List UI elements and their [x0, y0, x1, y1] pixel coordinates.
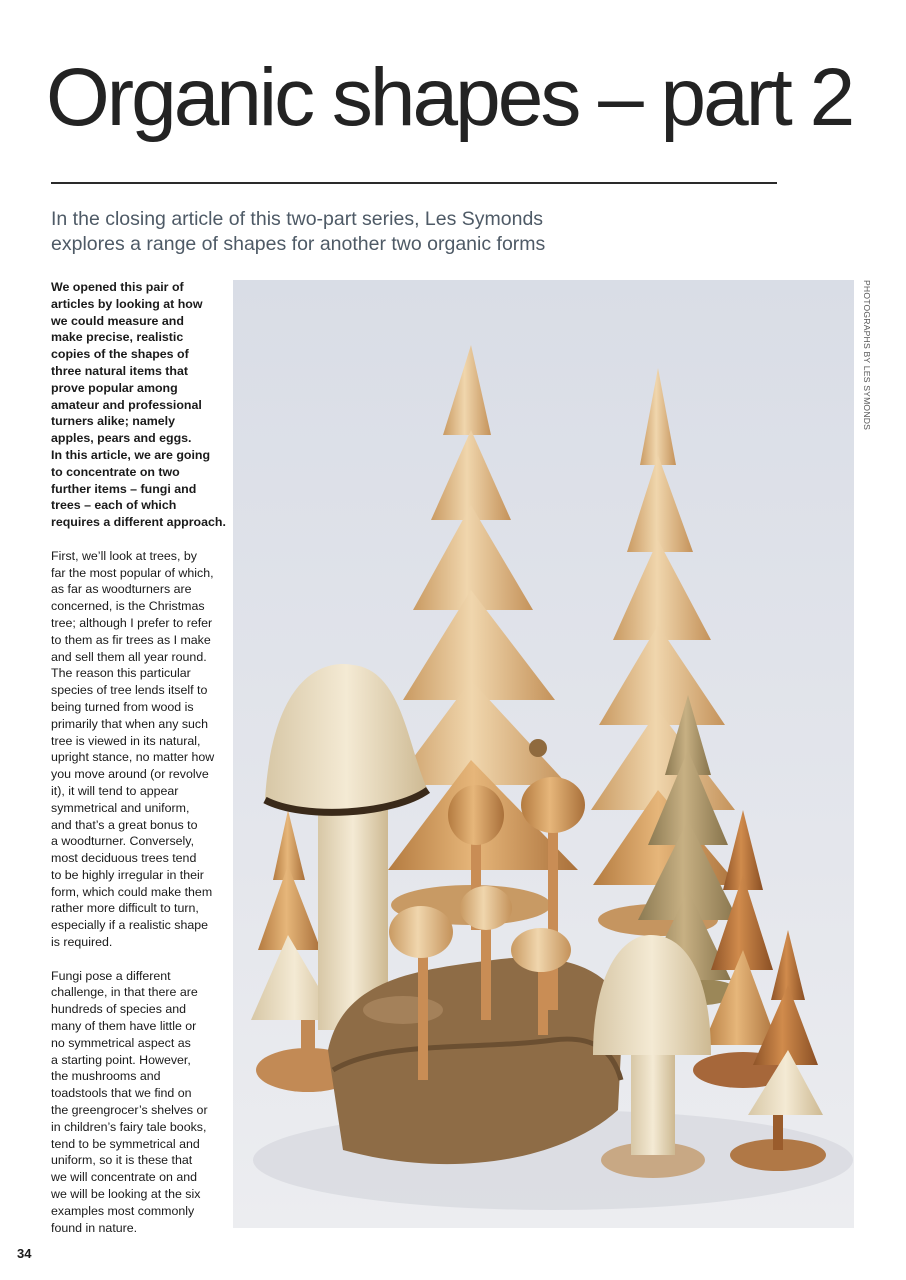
text-line: many of them have little or: [51, 1019, 197, 1034]
text-line: The reason this particular: [51, 666, 191, 681]
text-line: uniform, so it is these that: [51, 1153, 193, 1168]
body-paragraph: [51, 968, 229, 1237]
text-line: species of tree lends itself to: [51, 683, 208, 698]
text-line: articles by looking at how: [51, 296, 203, 311]
text-line: and sell them all year round.: [51, 649, 207, 664]
text-line: the mushrooms and: [51, 1069, 161, 1084]
text-line: to concentrate on two: [51, 464, 180, 479]
text-line: examples most commonly: [51, 1203, 195, 1218]
text-line: trees – each of which: [51, 498, 177, 513]
text-line: to them as fir trees as I make: [51, 632, 211, 647]
text-line: most deciduous trees tend: [51, 851, 197, 866]
text-line: copies of the shapes of: [51, 347, 189, 362]
text-line: a starting point. However,: [51, 1052, 191, 1067]
text-line: we will concentrate on and: [51, 1170, 198, 1185]
text-line: is required.: [51, 935, 113, 950]
text-line: make precise, realistic: [51, 330, 184, 345]
text-line: found in nature.: [51, 1220, 138, 1235]
text-line: especially if a realistic shape: [51, 918, 209, 933]
body-paragraph: [51, 548, 229, 951]
title-divider: [51, 182, 777, 184]
text-line: we will be looking at the six: [51, 1187, 201, 1202]
text-line: toadstools that we find on: [51, 1086, 192, 1101]
text-line: it), it will tend to appear: [51, 783, 179, 798]
text-line: you move around (or revolve: [51, 767, 209, 782]
text-line: hundreds of species and: [51, 1002, 187, 1017]
text-line: amateur and professional: [51, 397, 202, 412]
standfirst-line: explores a range of shapes for another two organic forms: [51, 233, 546, 255]
text-line: tree; although I prefer to refer: [51, 615, 213, 630]
text-line: we could measure and: [51, 313, 184, 328]
text-line: far the most popular of which,: [51, 565, 214, 580]
text-line: challenge, in that there are: [51, 985, 198, 1000]
text-line: We opened this pair of: [51, 280, 184, 294]
text-line: tree is viewed in its natural,: [51, 733, 201, 748]
text-line: concerned, is the Christmas: [51, 599, 205, 614]
text-line: In this article, we are going: [51, 447, 211, 462]
standfirst-line: In the closing article of this two-part series, Les Symonds: [51, 208, 544, 230]
text-line: in children’s fairy tale books,: [51, 1119, 207, 1134]
text-line: the greengrocer’s shelves or: [51, 1103, 208, 1118]
standfirst: [51, 207, 611, 257]
text-line: rather more difficult to turn,: [51, 901, 199, 916]
text-line: primarily that when any such: [51, 716, 209, 731]
text-line: apples, pears and eggs.: [51, 431, 192, 446]
intro-paragraph: [51, 279, 229, 531]
text-line: form, which could make them: [51, 884, 213, 899]
text-line: upright stance, no matter how: [51, 750, 215, 765]
text-line: turners alike; namely: [51, 414, 175, 429]
photo-credit: PHOTOGRAPHS BY LES SYMONDS: [862, 280, 872, 431]
text-line: and that’s a great bonus to: [51, 817, 198, 832]
body-column: [51, 279, 229, 1253]
text-line: tend to be symmetrical and: [51, 1136, 200, 1151]
text-line: requires a different approach.: [51, 515, 226, 530]
text-line: being turned from wood is: [51, 699, 194, 714]
text-line: Fungi pose a different: [51, 968, 171, 983]
text-line: prove popular among: [51, 380, 178, 395]
page-number: 34: [17, 1246, 32, 1261]
text-line: a woodturner. Conversely,: [51, 834, 195, 849]
text-line: to be highly irregular in their: [51, 867, 204, 882]
text-line: three natural items that: [51, 363, 189, 378]
text-line: no symmetrical aspect as: [51, 1035, 191, 1050]
main-photo: [233, 280, 854, 1228]
text-line: as far as woodturners are: [51, 582, 192, 597]
text-line: symmetrical and uniform,: [51, 800, 190, 815]
text-line: First, we’ll look at trees, by: [51, 548, 197, 563]
article-title: Organic shapes – part 2: [46, 52, 853, 143]
turned-wood-illustration: [233, 280, 854, 1228]
text-line: further items – fungi and: [51, 481, 197, 496]
